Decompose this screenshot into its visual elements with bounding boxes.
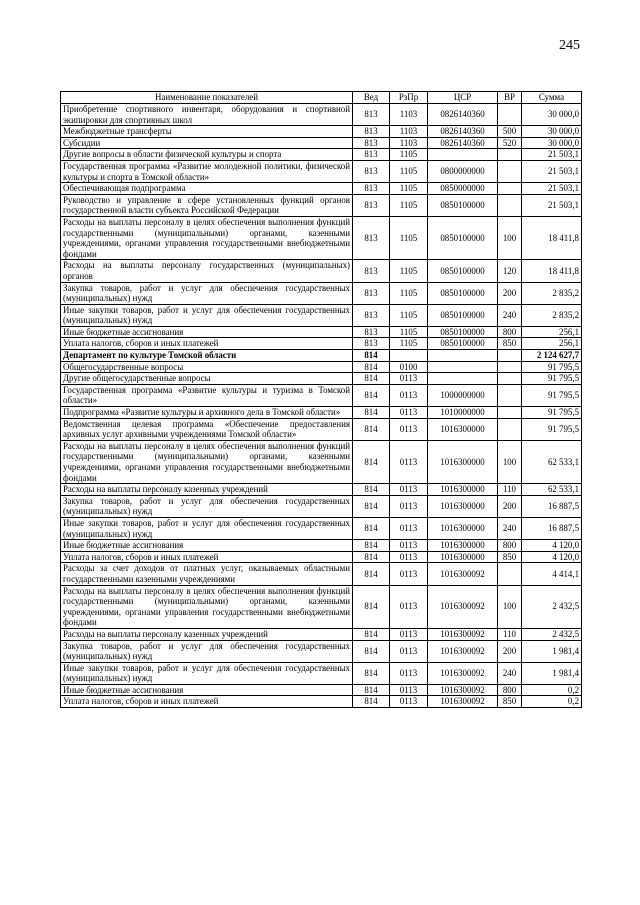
cell-ved: 813	[353, 304, 390, 326]
cell-rzpr: 0113	[390, 384, 428, 406]
cell-name: Иные бюджетные ассигнования	[61, 540, 353, 552]
cell-name: Уплата налогов, сборов и иных платежей	[61, 551, 353, 563]
cell-csr: 0826140360	[428, 104, 498, 126]
table-row	[61, 440, 582, 483]
cell-name: Другие вопросы в области физической культуры и спорта	[61, 149, 353, 161]
cell-sum: 4 414,1	[522, 563, 582, 585]
cell-csr: 1000000000	[428, 384, 498, 406]
cell-rzpr: 0113	[390, 563, 428, 585]
cell-ved: 813	[353, 183, 390, 195]
cell-sum: 62 533,1	[522, 484, 582, 496]
table-row	[61, 418, 582, 440]
cell-rzpr: 0113	[390, 696, 428, 708]
table-row	[61, 484, 582, 496]
table-row	[61, 160, 582, 182]
table-row	[61, 407, 582, 419]
table-row	[61, 338, 582, 350]
cell-name: Обеспечивающая подпрограмма	[61, 183, 353, 195]
cell-ved: 813	[353, 149, 390, 161]
cell-vr: 100	[498, 440, 522, 483]
cell-csr: 0850000000	[428, 183, 498, 195]
cell-name: Иные закупки товаров, работ и услуг для обеспечения государственных (муниципальных) нужд	[61, 517, 353, 539]
table-row	[61, 304, 582, 326]
cell-vr: 120	[498, 260, 522, 282]
cell-sum: 1 981,4	[522, 662, 582, 684]
cell-name: Государственная программа «Развитие молодежной политики, физической культуры и спорта в Томской области»	[61, 160, 353, 182]
cell-sum: 2 835,2	[522, 282, 582, 304]
cell-rzpr: 0113	[390, 517, 428, 539]
cell-sum: 30 000,0	[522, 104, 582, 126]
cell-rzpr: 1105	[390, 149, 428, 161]
cell-vr	[498, 160, 522, 182]
table-row	[61, 361, 582, 373]
cell-csr: 0850100000	[428, 216, 498, 259]
cell-csr: 0850100000	[428, 304, 498, 326]
cell-csr	[428, 149, 498, 161]
cell-rzpr: 0113	[390, 484, 428, 496]
cell-name: Ведомственная целевая программа «Обеспечение предоставления архивных услуг архивными учреждениями Томской области»	[61, 418, 353, 440]
cell-csr: 0850100000	[428, 338, 498, 350]
cell-ved: 814	[353, 517, 390, 539]
cell-sum: 21 503,1	[522, 183, 582, 195]
cell-ved: 813	[353, 137, 390, 149]
cell-name: Расходы на выплаты персоналу казенных учреждений	[61, 484, 353, 496]
cell-sum: 2 124 627,7	[522, 350, 582, 362]
cell-ved: 813	[353, 260, 390, 282]
table-row	[61, 540, 582, 552]
header-vr: ВР	[498, 92, 522, 104]
table-row	[61, 563, 582, 585]
cell-name: Расходы на выплаты персоналу государственных (муниципальных) органов	[61, 260, 353, 282]
cell-ved: 813	[353, 126, 390, 138]
table-row	[61, 373, 582, 385]
cell-csr: 0850100000	[428, 260, 498, 282]
header-rzpr: РзПр	[390, 92, 428, 104]
cell-rzpr: 1105	[390, 160, 428, 182]
cell-vr: 850	[498, 696, 522, 708]
cell-name: Расходы на выплаты персоналу в целях обеспечения выполнения функций государственными (муниципальными) органами, казенными учреждениями, органами управления государственными внебюджетными фондами	[61, 585, 353, 628]
cell-sum: 62 533,1	[522, 440, 582, 483]
cell-vr: 800	[498, 326, 522, 338]
table-row	[61, 350, 582, 362]
cell-rzpr: 0113	[390, 662, 428, 684]
cell-csr: 1016300092	[428, 585, 498, 628]
cell-sum: 30 000,0	[522, 126, 582, 138]
cell-csr: 0850100000	[428, 282, 498, 304]
cell-rzpr: 0113	[390, 628, 428, 640]
cell-csr: 1016300092	[428, 696, 498, 708]
cell-name: Департамент по культуре Томской области	[61, 350, 353, 362]
cell-csr: 1016300000	[428, 495, 498, 517]
cell-name: Расходы на выплаты персоналу в целях обеспечения выполнения функций государственными (муниципальными) органами, казенными учреждениями, органами управления государственными внебюджетными фондами	[61, 440, 353, 483]
cell-ved: 813	[353, 338, 390, 350]
cell-vr: 200	[498, 640, 522, 662]
table-row	[61, 216, 582, 259]
cell-ved: 814	[353, 373, 390, 385]
cell-name: Иные закупки товаров, работ и услуг для обеспечения государственных (муниципальных) нужд	[61, 662, 353, 684]
cell-name: Закупка товаров, работ и услуг для обеспечения государственных (муниципальных) нужд	[61, 282, 353, 304]
cell-sum: 4 120,0	[522, 540, 582, 552]
cell-rzpr: 0113	[390, 640, 428, 662]
cell-ved: 814	[353, 540, 390, 552]
cell-ved: 814	[353, 407, 390, 419]
cell-sum: 91 795,5	[522, 384, 582, 406]
cell-name: Государственная программа «Развитие культуры и туризма в Томской области»	[61, 384, 353, 406]
cell-rzpr	[390, 350, 428, 362]
cell-ved: 814	[353, 563, 390, 585]
cell-vr	[498, 350, 522, 362]
cell-rzpr: 0113	[390, 418, 428, 440]
cell-csr: 0850100000	[428, 194, 498, 216]
cell-name: Расходы за счет доходов от платных услуг, оказываемых областными государственными казенными учреждениями	[61, 563, 353, 585]
table-row	[61, 126, 582, 138]
table-row	[61, 183, 582, 195]
cell-name: Иные бюджетные ассигнования	[61, 326, 353, 338]
cell-csr: 1016300000	[428, 551, 498, 563]
cell-sum: 21 503,1	[522, 149, 582, 161]
cell-ved: 813	[353, 104, 390, 126]
cell-csr: 1016300000	[428, 484, 498, 496]
table-row	[61, 194, 582, 216]
cell-rzpr: 0113	[390, 373, 428, 385]
table-row	[61, 149, 582, 161]
cell-csr: 0826140360	[428, 126, 498, 138]
table-row	[61, 684, 582, 696]
cell-csr: 0850100000	[428, 326, 498, 338]
cell-sum: 2 835,2	[522, 304, 582, 326]
cell-csr	[428, 373, 498, 385]
cell-ved: 814	[353, 684, 390, 696]
cell-vr: 520	[498, 137, 522, 149]
cell-name: Руководство и управление в сфере установленных функций органов государственной власти субъекта Российской Федерации	[61, 194, 353, 216]
table-row	[61, 517, 582, 539]
cell-rzpr: 0113	[390, 407, 428, 419]
cell-sum: 18 411,8	[522, 216, 582, 259]
cell-rzpr: 0113	[390, 551, 428, 563]
cell-ved: 814	[353, 495, 390, 517]
cell-sum: 2 432,5	[522, 585, 582, 628]
cell-sum: 0,2	[522, 696, 582, 708]
cell-csr: 1016300092	[428, 640, 498, 662]
cell-ved: 814	[353, 361, 390, 373]
cell-name: Межбюджетные трансферты	[61, 126, 353, 138]
cell-sum: 18 411,8	[522, 260, 582, 282]
table-row	[61, 640, 582, 662]
cell-name: Закупка товаров, работ и услуг для обеспечения государственных (муниципальных) нужд	[61, 640, 353, 662]
cell-rzpr: 1105	[390, 183, 428, 195]
cell-name: Уплата налогов, сборов и иных платежей	[61, 338, 353, 350]
cell-csr: 1016300000	[428, 540, 498, 552]
cell-ved: 814	[353, 418, 390, 440]
cell-name: Расходы на выплаты персоналу в целях обеспечения выполнения функций государственными (муниципальными) органами, казенными учреждениями, органами управления государственными внебюджетными фондами	[61, 216, 353, 259]
table-row	[61, 662, 582, 684]
cell-rzpr: 1105	[390, 260, 428, 282]
cell-rzpr: 1105	[390, 326, 428, 338]
table-header-row	[61, 92, 582, 104]
table-row	[61, 495, 582, 517]
table-row	[61, 384, 582, 406]
cell-name: Расходы на выплаты персоналу казенных учреждений	[61, 628, 353, 640]
cell-rzpr: 0113	[390, 684, 428, 696]
cell-csr	[428, 361, 498, 373]
cell-vr	[498, 373, 522, 385]
table-row	[61, 326, 582, 338]
cell-vr	[498, 194, 522, 216]
table-row	[61, 551, 582, 563]
cell-vr: 240	[498, 662, 522, 684]
table-row	[61, 696, 582, 708]
cell-ved: 814	[353, 551, 390, 563]
table-row	[61, 137, 582, 149]
cell-csr: 1016300092	[428, 684, 498, 696]
cell-vr: 500	[498, 126, 522, 138]
cell-name: Закупка товаров, работ и услуг для обеспечения государственных (муниципальных) нужд	[61, 495, 353, 517]
cell-ved: 813	[353, 326, 390, 338]
cell-csr: 1016300000	[428, 440, 498, 483]
cell-vr: 100	[498, 585, 522, 628]
cell-sum: 2 432,5	[522, 628, 582, 640]
cell-vr: 200	[498, 282, 522, 304]
cell-rzpr: 0113	[390, 585, 428, 628]
cell-vr	[498, 149, 522, 161]
cell-sum: 0,2	[522, 684, 582, 696]
cell-name: Субсидии	[61, 137, 353, 149]
cell-sum: 91 795,5	[522, 407, 582, 419]
cell-rzpr: 1103	[390, 137, 428, 149]
cell-vr	[498, 104, 522, 126]
table-body	[61, 104, 582, 708]
cell-rzpr: 1105	[390, 304, 428, 326]
cell-sum: 16 887,5	[522, 517, 582, 539]
cell-csr: 1016300092	[428, 563, 498, 585]
cell-vr: 240	[498, 517, 522, 539]
table-row	[61, 260, 582, 282]
cell-rzpr: 1105	[390, 338, 428, 350]
cell-vr: 800	[498, 540, 522, 552]
cell-ved: 814	[353, 484, 390, 496]
cell-name: Другие общегосударственные вопросы	[61, 373, 353, 385]
cell-sum: 21 503,1	[522, 160, 582, 182]
cell-rzpr: 1103	[390, 104, 428, 126]
table-row	[61, 628, 582, 640]
cell-ved: 814	[353, 662, 390, 684]
cell-csr: 1016300000	[428, 418, 498, 440]
table-row	[61, 104, 582, 126]
cell-name: Иные бюджетные ассигнования	[61, 684, 353, 696]
page-number: 245	[559, 38, 580, 53]
cell-ved: 814	[353, 384, 390, 406]
cell-name: Общегосударственные вопросы	[61, 361, 353, 373]
header-name: Наименование показателей	[61, 92, 353, 104]
cell-vr: 110	[498, 484, 522, 496]
cell-name: Иные закупки товаров, работ и услуг для обеспечения государственных (муниципальных) нужд	[61, 304, 353, 326]
cell-ved: 814	[353, 696, 390, 708]
cell-name: Приобретение спортивного инвентаря, оборудования и спортивной экипировки для спортивных школ	[61, 104, 353, 126]
cell-ved: 814	[353, 628, 390, 640]
cell-vr: 800	[498, 684, 522, 696]
cell-vr: 850	[498, 551, 522, 563]
header-ved: Вед	[353, 92, 390, 104]
cell-sum: 256,1	[522, 338, 582, 350]
cell-name: Подпрограмма «Развитие культуры и архивного дела в Томской области»	[61, 407, 353, 419]
cell-sum: 91 795,5	[522, 418, 582, 440]
cell-ved: 813	[353, 216, 390, 259]
cell-ved: 814	[353, 440, 390, 483]
cell-ved: 813	[353, 194, 390, 216]
cell-vr	[498, 407, 522, 419]
table-row	[61, 585, 582, 628]
cell-rzpr: 0113	[390, 440, 428, 483]
cell-ved: 814	[353, 640, 390, 662]
cell-sum: 21 503,1	[522, 194, 582, 216]
header-csr: ЦСР	[428, 92, 498, 104]
cell-rzpr: 1103	[390, 126, 428, 138]
cell-rzpr: 0113	[390, 540, 428, 552]
cell-name: Уплата налогов, сборов и иных платежей	[61, 696, 353, 708]
cell-csr	[428, 350, 498, 362]
cell-csr: 1016300000	[428, 517, 498, 539]
cell-vr	[498, 183, 522, 195]
cell-vr: 240	[498, 304, 522, 326]
cell-rzpr: 1105	[390, 282, 428, 304]
cell-vr	[498, 563, 522, 585]
cell-csr: 1016300092	[428, 662, 498, 684]
cell-vr	[498, 361, 522, 373]
cell-sum: 30 000,0	[522, 137, 582, 149]
table-row	[61, 282, 582, 304]
cell-ved: 814	[353, 585, 390, 628]
cell-csr: 1016300092	[428, 628, 498, 640]
header-sum: Сумма	[522, 92, 582, 104]
cell-csr: 0826140360	[428, 137, 498, 149]
cell-vr: 100	[498, 216, 522, 259]
cell-ved: 813	[353, 160, 390, 182]
cell-vr: 110	[498, 628, 522, 640]
cell-sum: 4 120,0	[522, 551, 582, 563]
cell-rzpr: 0100	[390, 361, 428, 373]
cell-rzpr: 1105	[390, 194, 428, 216]
cell-rzpr: 1105	[390, 216, 428, 259]
cell-vr	[498, 384, 522, 406]
budget-table	[60, 91, 582, 708]
cell-sum: 256,1	[522, 326, 582, 338]
cell-rzpr: 0113	[390, 495, 428, 517]
cell-ved: 813	[353, 282, 390, 304]
cell-ved: 814	[353, 350, 390, 362]
cell-sum: 1 981,4	[522, 640, 582, 662]
cell-csr: 1010000000	[428, 407, 498, 419]
cell-csr: 0800000000	[428, 160, 498, 182]
cell-sum: 16 887,5	[522, 495, 582, 517]
cell-vr: 850	[498, 338, 522, 350]
cell-sum: 91 795,5	[522, 373, 582, 385]
cell-vr	[498, 418, 522, 440]
cell-sum: 91 795,5	[522, 361, 582, 373]
cell-vr: 200	[498, 495, 522, 517]
